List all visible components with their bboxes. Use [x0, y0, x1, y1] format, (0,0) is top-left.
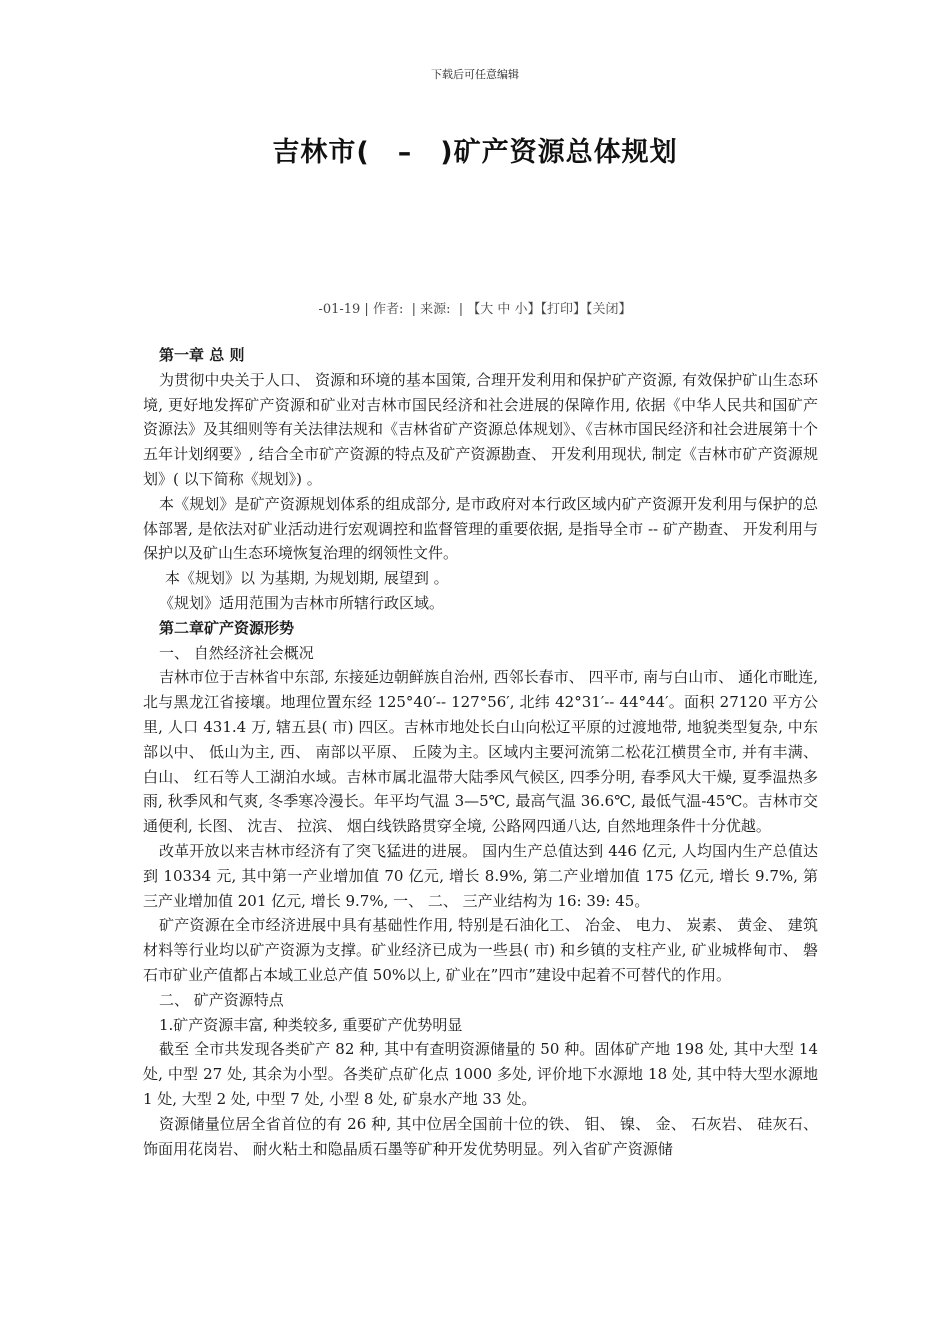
body-paragraph: 截至 全市共发现各类矿产 82 种, 其中有查明资源储量的 50 种。固体矿产地 198 处, 其中大型 14 处, 中型 27 处, 其余为小型。各类矿点矿化点 1000 多处, 评价地下水源地 18 处, 其中特大型水源地 1 处, 大型 2 处, 中型 7 处, 小型 8 处, 矿泉水产地 33 处。 [143, 1040, 818, 1108]
section-heading: 一、 自然经济社会概况 [159, 643, 314, 662]
body-paragraph: 为贯彻中央关于人口、 资源和环境的基本国策, 合理开发利用和保护矿产资源, 有效保护矿山生态环境, 更好地发挥矿产资源和矿业对吉林市国民经济和社会进展的保障作用, 依据《中华人民共和国矿产资源法》及其细则等有关法律法规和《吉林省矿产资源总体规划》、《吉林市国民经济和社会进展第十个五年计划纲要》, 结合全市矿产资源的特点及矿产资源勘查、 开发利用现状, 制定《吉林市矿产资源规划》( 以下简称《规划》) 。 [143, 370, 819, 488]
document-title: 吉林市( – )矿产资源总体规划 [272, 137, 678, 168]
body-paragraph: 本《规划》以 为基期, 为规划期, 展望到 。 [165, 569, 449, 588]
document-body [143, 343, 818, 1161]
font-size-links[interactable]: 【大 中 小】 [467, 302, 541, 317]
subsection-heading: 1.矿产资源丰富, 种类较多, 重要矿产优势明显 [159, 1015, 463, 1034]
body-paragraph: 吉林市位于吉林省中东部, 东接延边朝鲜族自治州, 西邻长春市、 四平市, 南与白山市、 通化市毗连, 北与黑龙江省接壤。地理位置东经 125°40′-- 127°56′, 北纬 42°31′-- 44°44′。面积 27120 平方公里, 人口 431.4 万, 辖五县( 市) 四区。吉林市地处长白山向松辽平原的过渡地带, 地貌类型复杂, 中东部以中、 低山为主, 西、 南部以平原、 丘陵为主。区域内主要河流第二松花江横贯全市, 并有丰满、 白山、 红石等人工湖泊水域。吉林市属北温带大陆季风气候区, 四季分明, 春季风大干燥, 夏季温热多雨, 秋季风和气爽, 冬季寒冷漫长。年平均气温 3—5℃, 最高气温 36.6℃, 最低气温-45℃。吉林市交通便利, 长图、 沈吉、 拉滨、 烟白线铁路贯穿全境, 公路网四通八达, 自然地理条件十分优越。 [143, 668, 818, 836]
publish-date: -01-19 [318, 302, 361, 317]
section-heading: 二、 矿产资源特点 [159, 990, 284, 1009]
body-paragraph: 资源储量位居全省首位的有 26 种, 其中位居全国前十位的铁、 钼、 镍、 金、 石灰岩、 硅灰石、 饰面用花岗岩、 耐火粘土和隐晶质石墨等矿种开发优势明显。列入省矿产资源储 [143, 1114, 818, 1158]
body-paragraph: 矿产资源在全市经济进展中具有基础性作用, 特别是石油化工、 冶金、 电力、 炭素、 黄金、 建筑材料等行业均以矿产资源为支撑。矿业经济已成为一些县( 市) 和乡镇的支柱产业, 矿业城桦甸市、 磐石市矿业产值都占本域工业总产值 50%以上, 矿业在”四市”建设中起着不可替代的作用。 [143, 916, 818, 984]
download-note: 下载后可任意编辑 [431, 68, 519, 81]
chapter-heading: 第二章矿产资源形势 [159, 618, 295, 637]
body-paragraph: 本《规划》是矿产资源规划体系的组成部分, 是市政府对本行政区域内矿产资源开发利用与保护的总体部署, 是依法对矿业活动进行宏观调控和监督管理的重要依据, 是指导全市 -- 矿产勘查、 开发利用与保护以及矿山生态环境恢复治理的纲领性文件。 [143, 494, 818, 563]
body-paragraph: 《规划》适用范围为吉林市所辖行政区域。 [159, 593, 445, 612]
chapter-heading: 第一章 总 则 [159, 346, 245, 364]
article-meta [0, 298, 950, 317]
close-link[interactable]: 【关闭】 [586, 302, 632, 317]
author-source: | 作者: | 来源: | [360, 302, 468, 317]
body-paragraph: 改革开放以来吉林市经济有了突飞猛进的进展。 国内生产总值达到 446 亿元, 人均国内生产总值达到 10334 元, 其中第一产业增加值 70 亿元, 增长 8.9%, 第二产业增加值 175 亿元, 增长 9.7%, 第三产业增加值 201 亿元, 增长 9.7%, 一、 二、 三产业结构为 16: 39: 45。 [143, 841, 818, 910]
print-link[interactable]: 【打印】 [540, 302, 587, 317]
